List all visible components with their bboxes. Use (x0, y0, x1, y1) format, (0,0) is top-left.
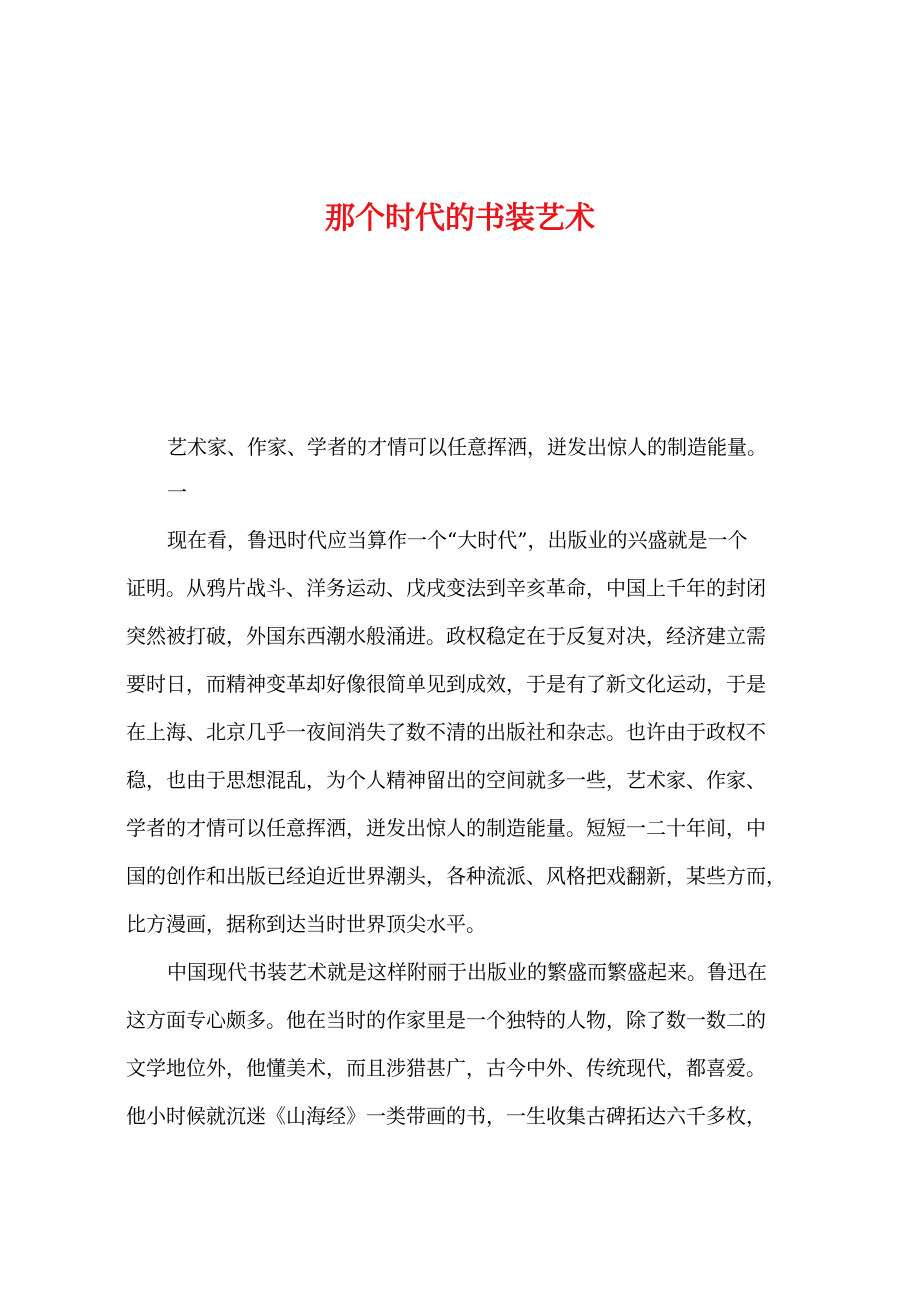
paragraph-line: 比方漫画，据称到达当时世界顶尖水平。 (126, 912, 486, 936)
article-body (126, 516, 822, 1140)
paragraph-line: 国的创作和出版已经迫近世界潮头，各种流派、风格把戏翻新，某些方而， (126, 864, 786, 888)
paragraph-line: 这方面专心颇多。他在当时的作家里是一个独特的人物，除了数一数二的 (126, 1008, 766, 1032)
lead-quote: 艺术家、作家、学者的才情可以任意挥洒，迸发出惊人的制造能量。 (167, 435, 767, 459)
paragraph-line: 证明。从鸦片战斗、洋务运动、戊戌变法到辛亥革命，中国上千年的封闭 (126, 576, 766, 600)
document-title: 那个时代的书装艺术 (325, 201, 595, 236)
paragraph-line: 中国现代书装艺术就是这样附丽于出版业的繁盛而繁盛起来。鲁迅在 (167, 960, 767, 984)
section-number: 一 (167, 480, 187, 504)
paragraph-2 (126, 948, 822, 1140)
paragraph-line: 在上海、北京几乎一夜间消失了数不清的出版社和杂志。也许由于政权不 (126, 720, 766, 744)
paragraph-line: 他小时候就沉迷《山海经》一类带画的书，一生收集古碑拓达六千多枚， (126, 1104, 766, 1128)
paragraph-line: 学者的才情可以任意挥洒，迸发出惊人的制造能量。短短一二十年间，中 (126, 816, 766, 840)
paragraph-line: 稳，也由于思想混乱，为个人精神留出的空间就多一些，艺术家、作家、 (126, 768, 766, 792)
paragraph-1 (126, 516, 822, 948)
paragraph-line: 突然被打破，外国东西潮水般涌进。政权稳定在于反复对决，经济建立需 (126, 624, 766, 648)
paragraph-line: 现在看，鲁迅时代应当算作一个“大时代”，出版业的兴盛就是一个 (167, 528, 748, 552)
paragraph-line: 文学地位外，他懂美术，而且涉猎甚广，古今中外、传统现代，都喜爱。 (126, 1056, 766, 1080)
paragraph-line: 要时日，而精神变革却好像很简单见到成效，于是有了新文化运动，于是 (126, 672, 766, 696)
